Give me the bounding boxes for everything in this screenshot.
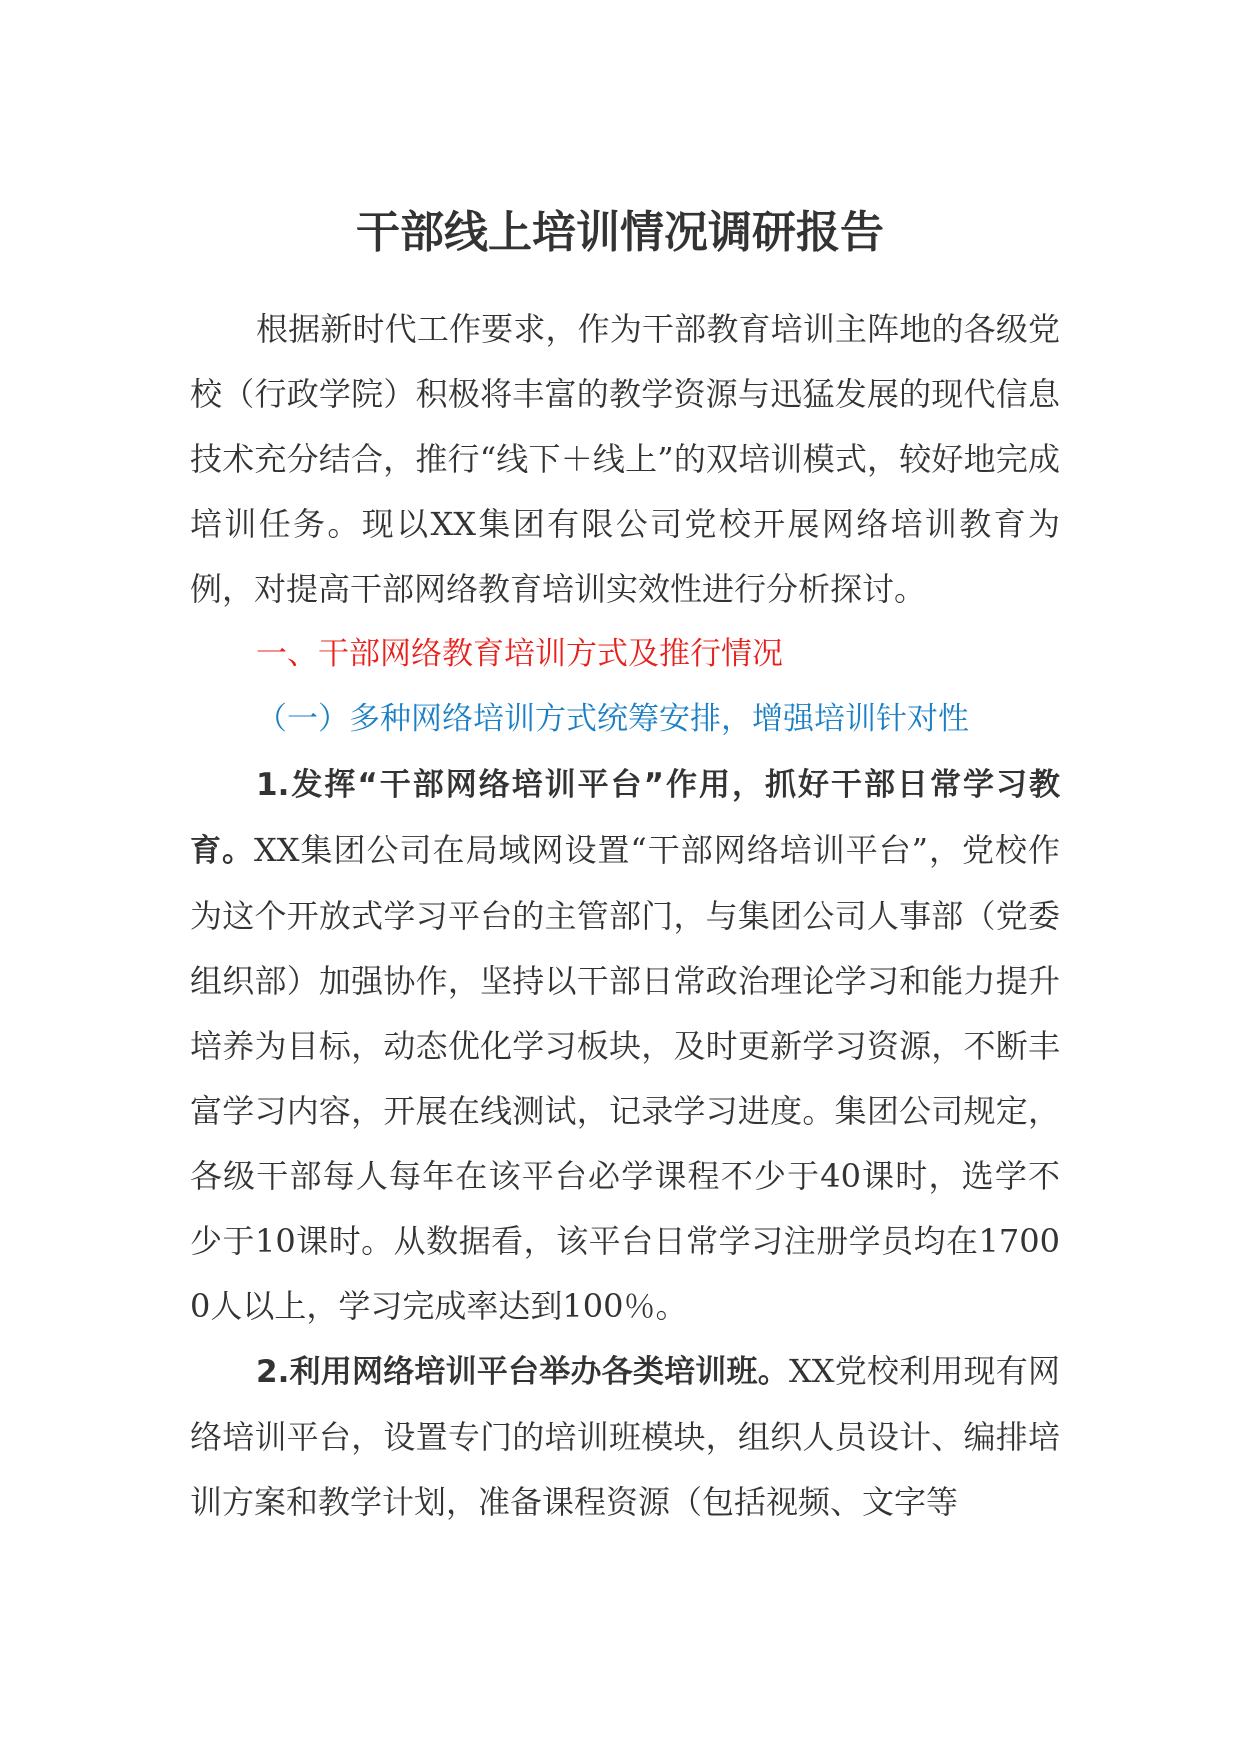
item-1-body: XX集团公司在局域网设置“干部网络培训平台”，党校作为这个开放式学习平台的主管部门，与集团公司人事部（党委组织部）加强协作，坚持以干部日常政治理论学习和能力提升培养为目标，动态优化学习板块，及时更新学习资源，不断丰富学习内容，开展在线测试，记录学习进度。集团公司规定，各级干部每人每年在该平台必学课程不少于40课时，选学不少于10课时。从数据看，该平台日常学习注册学员均在17000人以上，学习完成率达到100％。	[190, 831, 1060, 1325]
item-2-body: XX党校利用现有网络培训平台，设置专门的培训班模块，组织人员设计、编排培训方案和教学计划，准备课程资源（包括视频、文字等	[190, 1352, 1060, 1521]
item-2-lead: 2.利用网络培训平台举办各类培训班。	[256, 1354, 789, 1390]
item-2-paragraph	[190, 1339, 1060, 1535]
section-heading-1: 一、干部网络教育培训方式及推行情况	[256, 636, 783, 672]
document-body	[190, 297, 1060, 1535]
subsection-heading-1: （一）多种网络培训方式统筹安排，增强培训针对性	[256, 701, 969, 737]
item-1-paragraph	[190, 752, 1060, 1339]
document-title: 干部线上培训情况调研报告	[356, 207, 884, 258]
intro-paragraph: 根据新时代工作要求，作为干部教育培训主阵地的各级党校（行政学院）积极将丰富的教学资源与迅猛发展的现代信息技术充分结合，推行“线下＋线上”的双培训模式，较好地完成培训任务。现以XX集团有限公司党校开展网络培训教育为例，对提高干部网络教育培训实效性进行分析探讨。	[190, 310, 1060, 608]
item-1-lead: 1.发挥“干部网络培训平台”作用，抓好干部日常学习教育。	[190, 767, 1060, 869]
